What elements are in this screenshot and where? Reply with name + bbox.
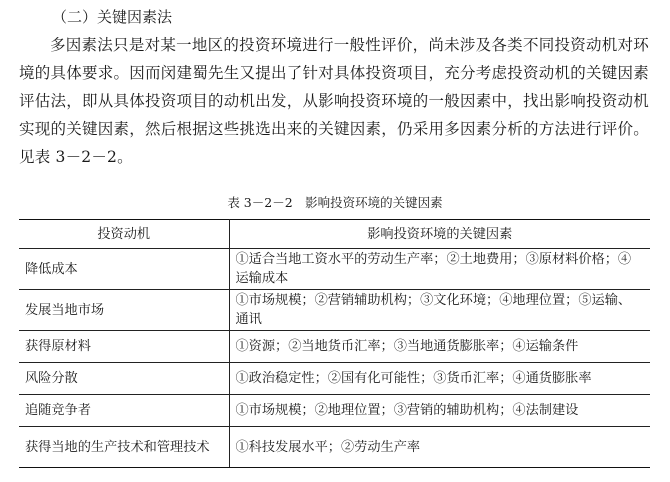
factors-cell: ①政治稳定性；②国有化可能性；③货币汇率；④通货膨胀率 bbox=[229, 363, 650, 395]
key-factors-table bbox=[19, 219, 650, 468]
header-motive: 投资动机 bbox=[19, 220, 229, 249]
section-heading: （二）关键因素法 bbox=[52, 8, 173, 26]
table-row bbox=[19, 249, 650, 290]
table-header-row bbox=[19, 220, 650, 249]
motive-cell: 追随竞争者 bbox=[19, 395, 229, 427]
table-row bbox=[19, 331, 650, 363]
motive-cell: 获得原材料 bbox=[19, 331, 229, 363]
table-row bbox=[19, 290, 650, 331]
table-caption: 表 3－2－2 影响投资环境的关键因素 bbox=[227, 195, 443, 210]
factors-cell: ①市场规模；②营销辅助机构；③文化环境；④地理位置；⑤运输、通讯 bbox=[229, 290, 650, 331]
motive-cell: 发展当地市场 bbox=[19, 290, 229, 331]
factors-cell: ①市场规模；②地理位置；③营销的辅助机构；④法制建设 bbox=[229, 395, 650, 427]
motive-cell: 获得当地的生产技术和管理技术 bbox=[19, 427, 229, 468]
motive-cell: 降低成本 bbox=[19, 249, 229, 290]
factors-cell: ①资源；②当地货币汇率；③当地通货膨胀率；④运输条件 bbox=[229, 331, 650, 363]
table-row bbox=[19, 427, 650, 468]
factors-cell: ①科技发展水平；②劳动生产率 bbox=[229, 427, 650, 468]
factors-cell: ①适合当地工资水平的劳动生产率；②土地费用；③原材料价格；④运输成本 bbox=[229, 249, 650, 290]
motive-cell: 风险分散 bbox=[19, 363, 229, 395]
body-paragraph: 多因素法只是对某一地区的投资环境进行一般性评价，尚未涉及各类不同投资动机对环境的具体要求。因而闵建蜀先生又提出了针对具体投资项目，充分考虑投资动机的关键因素评估法，即从具体投资项目的动机出发，从影响投资环境的一般因素中，找出影响投资动机实现的关键因素，然后根据这些挑选出来的关键因素，仍采用多因素分析的方法进行评价。见表 3－2－2。 bbox=[19, 36, 649, 166]
table-row bbox=[19, 363, 650, 395]
table-row bbox=[19, 395, 650, 427]
header-factors: 影响投资环境的关键因素 bbox=[229, 220, 650, 249]
